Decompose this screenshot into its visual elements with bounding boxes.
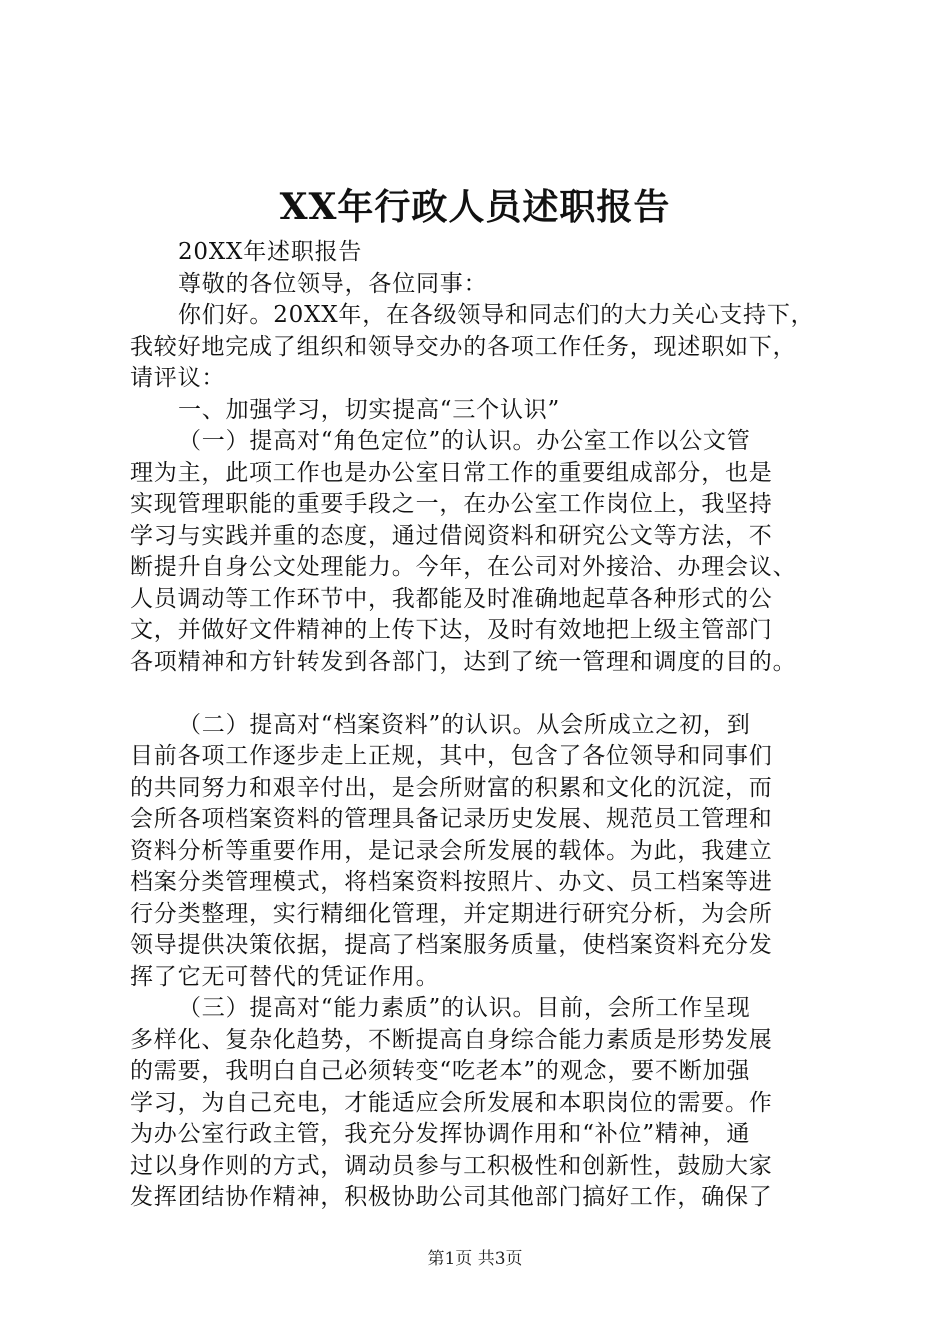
text-line: 断提升自身公文处理能力。今年，在公司对外接洽、办理会议、: [130, 554, 797, 580]
text-line: （三）提高对“能力素质”的认识。目前，会所工作呈现: [178, 995, 751, 1021]
text-line: 学习与实践并重的态度，通过借阅资料和研究公文等方法，不: [130, 522, 773, 549]
text-line: 的共同努力和艰辛付出，是会所财富的积累和文化的沉淀，而: [130, 774, 773, 801]
text-line: 的需要，我明白自己必须转变“吃老本”的观念，要不断加强: [130, 1058, 751, 1084]
text-line: 理为主，此项工作也是办公室日常工作的重要组成部分，也是: [130, 459, 773, 486]
text-line: 行分类整理，实行精细化管理，并定期进行研究分析，为会所: [130, 900, 773, 927]
text-line: （一）提高对“角色定位”的认识。办公室工作以公文管: [178, 428, 751, 454]
document-title: XX年行政人员述职报告: [279, 186, 671, 228]
text-line: 请评议：: [130, 365, 226, 391]
text-line: （二）提高对“档案资料”的认识。从会所成立之初，到: [178, 711, 751, 738]
text-line: 多样化、复杂化趋势，不断提高自身综合能力素质是形势发展: [130, 1026, 773, 1053]
text-line: 领导提供决策依据，提高了档案服务质量，使档案资料充分发: [130, 932, 773, 958]
text-line: 各项精神和方针转发到各部门，达到了统一管理和调度的目的。: [130, 648, 797, 675]
text-line: 尊敬的各位领导，各位同事：: [178, 270, 488, 297]
text-line: 一、加强学习，切实提高“三个认识”: [178, 396, 561, 423]
text-line: 我较好地完成了组织和领导交办的各项工作任务，现述职如下，: [130, 333, 797, 360]
text-line: 挥了它无可替代的凭证作用。: [130, 963, 440, 990]
text-line: 为办公室行政主管，我充分发挥协调作用和“补位”精神，通: [130, 1121, 751, 1147]
text-line: 档案分类管理模式，将档案资料按照片、办文、员工档案等进: [130, 869, 773, 895]
text-line: 会所各项档案资料的管理具备记录历史发展、规范员工管理和: [130, 806, 773, 832]
text-line: 文，并做好文件精神的上传下达，及时有效地把上级主管部门: [130, 617, 773, 643]
text-line: 学习，为自己充电，才能适应会所发展和本职岗位的需要。作: [130, 1089, 773, 1116]
text-line: 资料分析等重要作用，是记录会所发展的载体。为此，我建立: [130, 837, 773, 864]
text-line: 你们好。20XX年，在各级领导和同志们的大力关心支持下，: [178, 302, 815, 328]
text-line: 20XX年述职报告: [178, 239, 363, 265]
text-line: 人员调动等工作环节中，我都能及时准确地起草各种形式的公: [130, 585, 773, 612]
text-line: 目前各项工作逐步走上正规，其中，包含了各位领导和同事们: [130, 743, 773, 769]
blank-line: [130, 678, 830, 710]
document-body: [130, 237, 830, 1214]
page-footer: 第1页 共3页: [427, 1249, 523, 1269]
text-line: 发挥团结协作精神，积极协助公司其他部门搞好工作，确保了: [130, 1184, 773, 1210]
text-line: 实现管理职能的重要手段之一，在办公室工作岗位上，我坚持: [130, 491, 773, 517]
text-line: 过以身作则的方式，调动员参与工积极性和创新性，鼓励大家: [130, 1152, 773, 1179]
